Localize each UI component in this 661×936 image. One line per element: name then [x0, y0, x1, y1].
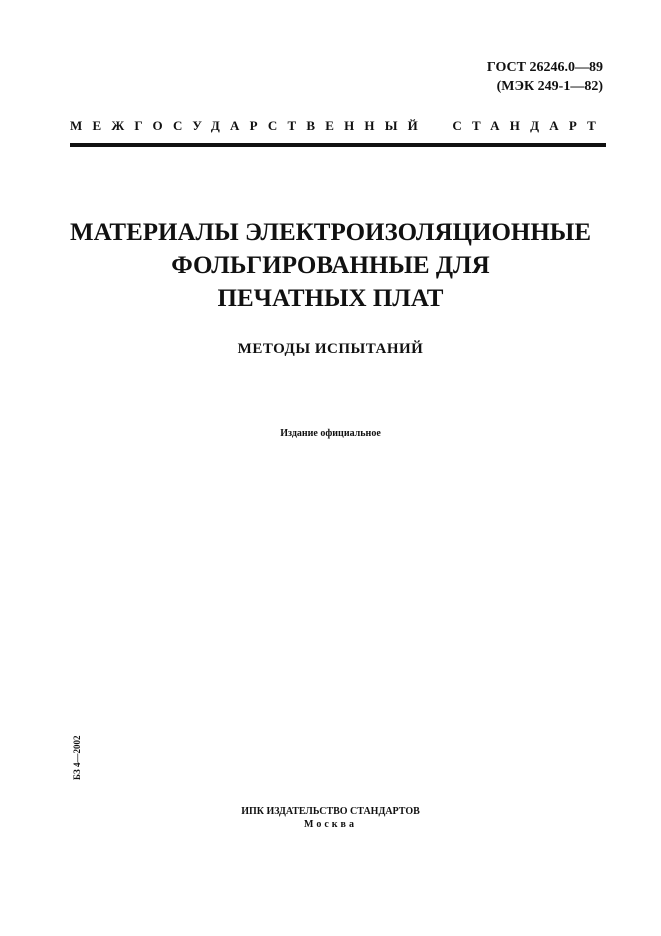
iec-number: (МЭК 249-1—82) — [496, 79, 603, 94]
document-title — [40, 216, 621, 315]
side-code: БЗ 4—2002 — [72, 735, 82, 780]
standard-designation — [487, 58, 603, 96]
publisher-name: ИПК ИЗДАТЕЛЬСТВО СТАНДАРТОВ — [241, 806, 420, 817]
title-line: ПЕЧАТНЫХ ПЛАТ — [217, 285, 444, 312]
edition-note: Издание официальное — [280, 428, 381, 439]
interstate-word: МЕЖГОСУДАРСТВЕННЫЙ — [70, 118, 428, 133]
title-line: ФОЛЬГИРОВАННЫЕ ДЛЯ — [171, 252, 490, 279]
title-line: МАТЕРИАЛЫ ЭЛЕКТРОИЗОЛЯЦИОННЫЕ — [69, 219, 592, 246]
header-divider — [70, 143, 606, 147]
publisher-block — [40, 805, 621, 831]
standard-word: СТАНДАРТ — [452, 118, 606, 133]
publisher-city: Москва — [304, 819, 357, 830]
gost-number: ГОСТ 26246.0—89 — [486, 60, 603, 75]
interstate-standard-heading — [70, 118, 606, 134]
document-subtitle: МЕТОДЫ ИСПЫТАНИЙ — [237, 341, 424, 357]
